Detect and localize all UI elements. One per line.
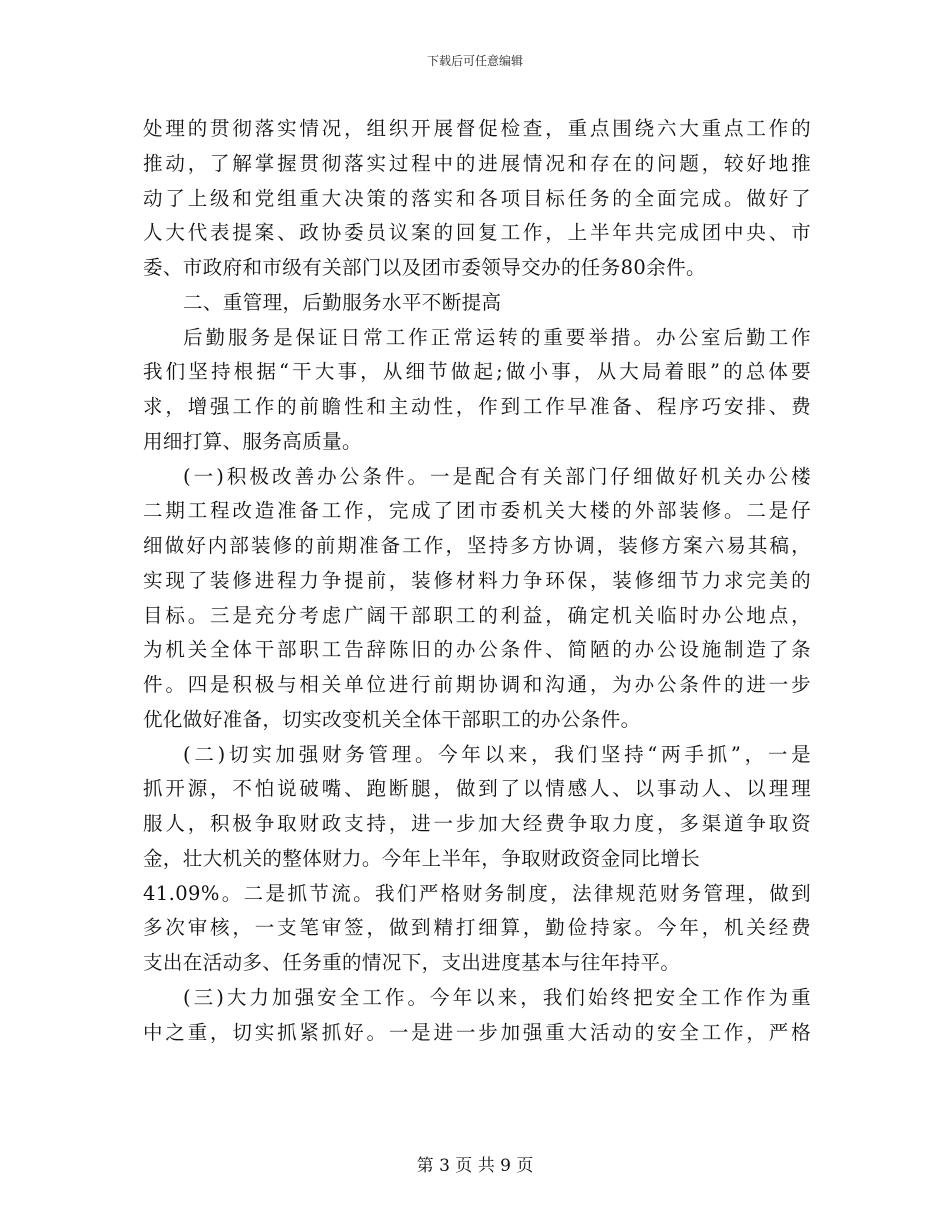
text-line: 用细打算、服务高质量。 [143,429,362,453]
text-line: 金，壮大机关的整体财力。今年上半年，争取财政资金同比增长 [143,846,701,870]
page-footer: 第 3 页 共 9 页 [416,1156,534,1176]
text-line: 二期工程改造准备工作，完成了团市委机关大楼的外部装修。二是仔 [143,499,811,523]
text-line: 件。四是积极与相关单位进行前期协调和沟通，为办公条件的进一步 [143,673,811,696]
text-line: 我们坚持根据“干大事，从细节做起;做小事，从大局着眼”的总体要 [143,360,811,384]
text-line: 支出在活动多、任务重的情况下，支出进度基本与往年持平。 [143,951,681,974]
text-line: 41.09%。二是抓节流。我们严格财务制度，法律规范财务管理，做到 [143,881,811,905]
text-line: 后勤服务是保证日常工作正常运转的重要举措。办公室后勤工作 [183,325,811,349]
text-line: 委、市政府和市级有关部门以及团市委领导交办的任务80余件。 [143,256,706,279]
text-line: 多次审核，一支笔审签，做到精打细算，勤俭持家。今年，机关经费 [143,916,811,940]
text-line: 中之重，切实抓紧抓好。一是进一步加强重大活动的安全工作，严格 [143,1020,811,1044]
text-line: 人大代表提案、政协委员议案的回复工作，上半年共完成团中央、市 [143,221,811,245]
text-line: 实现了装修进程力争提前，装修材料力争环保，装修细节力求完美的 [143,568,811,592]
text-line: 目标。三是充分考虑广阔干部职工的利益，确定机关临时办公地点， [143,603,811,627]
text-line: 求，增强工作的前瞻性和主动性，作到工作早准备、程序巧安排、费 [143,395,811,418]
text-line: 推动，了解掌握贯彻落实过程中的进展情况和存在的问题，较好地推 [143,151,811,175]
text-line: (一)积极改善办公条件。一是配合有关部门仔细做好机关办公楼 [183,464,811,488]
text-line: 处理的贯彻落实情况，组织开展督促检查，重点围绕六大重点工作的 [143,117,811,140]
text-line: 动了上级和党组重大决策的落实和各项目标任务的全面完成。做好了 [143,186,811,210]
text-line: 二、重管理，后勤服务水平不断提高 [183,290,502,314]
text-line: 抓开源，不怕说破嘴、跑断腿，做到了以情感人、以事动人、以理理 [143,777,811,801]
text-line: 细做好内部装修的前期准备工作，坚持多方协调，装修方案六易其稿， [143,534,811,557]
page-header: 下载后可任意编辑 [426,54,523,68]
text-line: 为机关全体干部职工告辞陈旧的办公条件、简陋的办公设施制造了条 [143,638,811,662]
text-line: 优化做好准备，切实改变机关全体干部职工的办公条件。 [143,707,641,731]
text-line: 服人，积极争取财政支持，进一步加大经费争取力度，多渠道争取资 [143,812,811,835]
text-line: (二)切实加强财务管理。今年以来，我们坚持“两手抓”，一是 [183,742,811,766]
document-body [143,112,811,1050]
text-line: (三)大力加强安全工作。今年以来，我们始终把安全工作作为重 [183,985,811,1009]
